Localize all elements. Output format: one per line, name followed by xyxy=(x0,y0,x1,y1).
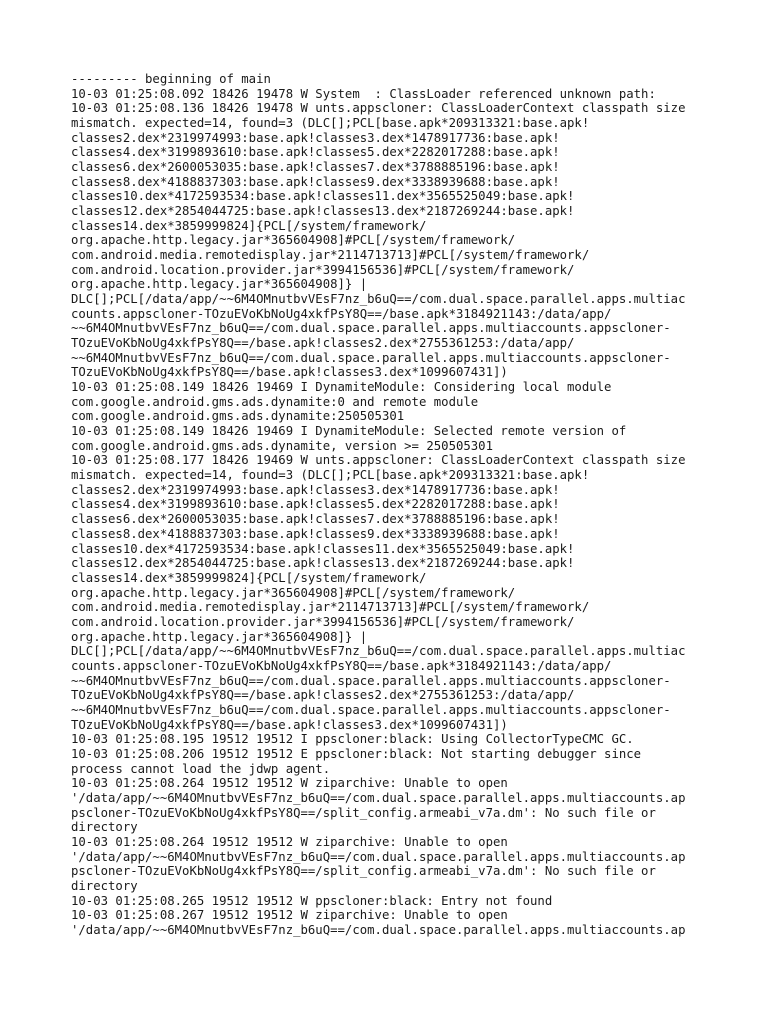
log-line: 10-03 01:25:08.206 19512 19512 E ppscloner:black: Not starting debugger since xyxy=(71,746,642,761)
log-line: '/data/app/~~6M4OMnutbvVEsF7nz_b6uQ==/com.dual.space.parallel.apps.multiaccounts.ap xyxy=(71,849,686,864)
log-line: ~~6M4OMnutbvVEsF7nz_b6uQ==/com.dual.space.parallel.apps.multiaccounts.appscloner- xyxy=(71,702,671,717)
log-line: org.apache.http.legacy.jar*365604908]} | xyxy=(71,277,368,292)
log-line: classes4.dex*3199893610:base.apk!classes5.dex*2282017288:base.apk! xyxy=(71,145,560,160)
log-line: classes6.dex*2600053035:base.apk!classes7.dex*3788885196:base.apk! xyxy=(71,512,560,527)
log-line: com.android.media.remotedisplay.jar*2114713713]#PCL[/system/framework/ xyxy=(71,248,590,263)
log-line: 10-03 01:25:08.265 19512 19512 W ppscloner:black: Entry not found xyxy=(71,893,553,908)
log-line: ~~6M4OMnutbvVEsF7nz_b6uQ==/com.dual.space.parallel.apps.multiaccounts.appscloner- xyxy=(71,673,671,688)
log-line: ~~6M4OMnutbvVEsF7nz_b6uQ==/com.dual.space.parallel.apps.multiaccounts.appscloner- xyxy=(71,350,671,365)
log-line: TOzuEVoKbNoUg4xkfPsY8Q==/base.apk!classes3.dex*1099607431]) xyxy=(71,717,508,732)
log-line: counts.appscloner-TOzuEVoKbNoUg4xkfPsY8Q==/base.apk*3184921143:/data/app/ xyxy=(71,658,612,673)
log-line: classes6.dex*2600053035:base.apk!classes7.dex*3788885196:base.apk! xyxy=(71,160,560,175)
log-line: com.android.media.remotedisplay.jar*2114713713]#PCL[/system/framework/ xyxy=(71,600,590,615)
log-line: classes10.dex*4172593534:base.apk!classes11.dex*3565525049:base.apk! xyxy=(71,541,575,556)
log-line: --------- beginning of main xyxy=(71,72,271,86)
log-line: classes2.dex*2319974993:base.apk!classes3.dex*1478917736:base.apk! xyxy=(71,482,560,497)
log-line: com.android.location.provider.jar*3994156536]#PCL[/system/framework/ xyxy=(71,614,575,629)
log-line: org.apache.http.legacy.jar*365604908]} | xyxy=(71,629,368,644)
log-line: '/data/app/~~6M4OMnutbvVEsF7nz_b6uQ==/com.dual.space.parallel.apps.multiaccounts.ap xyxy=(71,790,686,805)
log-line: classes2.dex*2319974993:base.apk!classes3.dex*1478917736:base.apk! xyxy=(71,130,560,145)
log-line: com.google.android.gms.ads.dynamite, version >= 250505301 xyxy=(71,438,493,453)
log-line: process cannot load the jdwp agent. xyxy=(71,761,331,776)
log-line: mismatch. expected=14, found=3 (DLC[];PCL[base.apk*209313321:base.apk! xyxy=(71,116,590,131)
log-line: 10-03 01:25:08.149 18426 19469 I DynamiteModule: Selected remote version of xyxy=(71,424,627,439)
log-line: ~~6M4OMnutbvVEsF7nz_b6uQ==/com.dual.space.parallel.apps.multiaccounts.appscloner- xyxy=(71,321,671,336)
log-line: 10-03 01:25:08.264 19512 19512 W ziparchive: Unable to open xyxy=(71,834,508,849)
log-line: directory xyxy=(71,820,138,835)
log-line: classes10.dex*4172593534:base.apk!classes11.dex*3565525049:base.apk! xyxy=(71,189,575,204)
log-line: TOzuEVoKbNoUg4xkfPsY8Q==/base.apk!classes2.dex*2755361253:/data/app/ xyxy=(71,688,575,703)
log-line: '/data/app/~~6M4OMnutbvVEsF7nz_b6uQ==/com.dual.space.parallel.apps.multiaccounts.ap xyxy=(71,922,686,937)
log-line: 10-03 01:25:08.149 18426 19469 I DynamiteModule: Considering local module xyxy=(71,380,612,395)
log-line: counts.appscloner-TOzuEVoKbNoUg4xkfPsY8Q==/base.apk*3184921143:/data/app/ xyxy=(71,306,612,321)
log-line: org.apache.http.legacy.jar*365604908]#PCL[/system/framework/ xyxy=(71,233,516,248)
log-line: classes8.dex*4188837303:base.apk!classes9.dex*3338939688:base.apk! xyxy=(71,526,560,541)
log-line: 10-03 01:25:08.092 18426 19478 W System : ClassLoader referenced unknown path: xyxy=(71,86,656,101)
log-line: DLC[];PCL[/data/app/~~6M4OMnutbvVEsF7nz_b6uQ==/com.dual.space.parallel.apps.multiac xyxy=(71,644,686,659)
log-line: classes8.dex*4188837303:base.apk!classes9.dex*3338939688:base.apk! xyxy=(71,174,560,189)
log-line: DLC[];PCL[/data/app/~~6M4OMnutbvVEsF7nz_b6uQ==/com.dual.space.parallel.apps.multiac xyxy=(71,292,686,307)
log-line: directory xyxy=(71,878,138,893)
log-line: pscloner-TOzuEVoKbNoUg4xkfPsY8Q==/split_config.armeabi_v7a.dm': No such file or xyxy=(71,864,656,879)
log-line: mismatch. expected=14, found=3 (DLC[];PCL[base.apk*209313321:base.apk! xyxy=(71,468,590,483)
log-line: 10-03 01:25:08.267 19512 19512 W ziparchive: Unable to open xyxy=(71,908,508,923)
log-line: classes4.dex*3199893610:base.apk!classes5.dex*2282017288:base.apk! xyxy=(71,497,560,512)
log-line: 10-03 01:25:08.136 18426 19478 W unts.appscloner: ClassLoaderContext classpath size xyxy=(71,101,686,116)
log-line: pscloner-TOzuEVoKbNoUg4xkfPsY8Q==/split_config.armeabi_v7a.dm': No such file or xyxy=(71,805,656,820)
log-line: TOzuEVoKbNoUg4xkfPsY8Q==/base.apk!classes2.dex*2755361253:/data/app/ xyxy=(71,336,575,351)
log-line: com.google.android.gms.ads.dynamite:250505301 xyxy=(71,409,405,424)
log-line: classes14.dex*3859999824]{PCL[/system/framework/ xyxy=(71,570,427,585)
log-line: com.google.android.gms.ads.dynamite:0 and remote module xyxy=(71,394,479,409)
log-line: 10-03 01:25:08.177 18426 19469 W unts.appscloner: ClassLoaderContext classpath size xyxy=(71,453,686,468)
log-line: com.android.location.provider.jar*3994156536]#PCL[/system/framework/ xyxy=(71,262,575,277)
log-line: classes12.dex*2854044725:base.apk!classes13.dex*2187269244:base.apk! xyxy=(71,204,575,219)
log-line: org.apache.http.legacy.jar*365604908]#PCL[/system/framework/ xyxy=(71,585,516,600)
log-line: 10-03 01:25:08.195 19512 19512 I ppscloner:black: Using CollectorTypeCMC GC. xyxy=(71,732,634,747)
log-line: 10-03 01:25:08.264 19512 19512 W ziparchive: Unable to open xyxy=(71,776,508,791)
log-line: TOzuEVoKbNoUg4xkfPsY8Q==/base.apk!classes3.dex*1099607431]) xyxy=(71,365,508,380)
log-line: classes14.dex*3859999824]{PCL[/system/framework/ xyxy=(71,218,427,233)
log-line: classes12.dex*2854044725:base.apk!classes13.dex*2187269244:base.apk! xyxy=(71,556,575,571)
log-text-block xyxy=(71,72,711,938)
